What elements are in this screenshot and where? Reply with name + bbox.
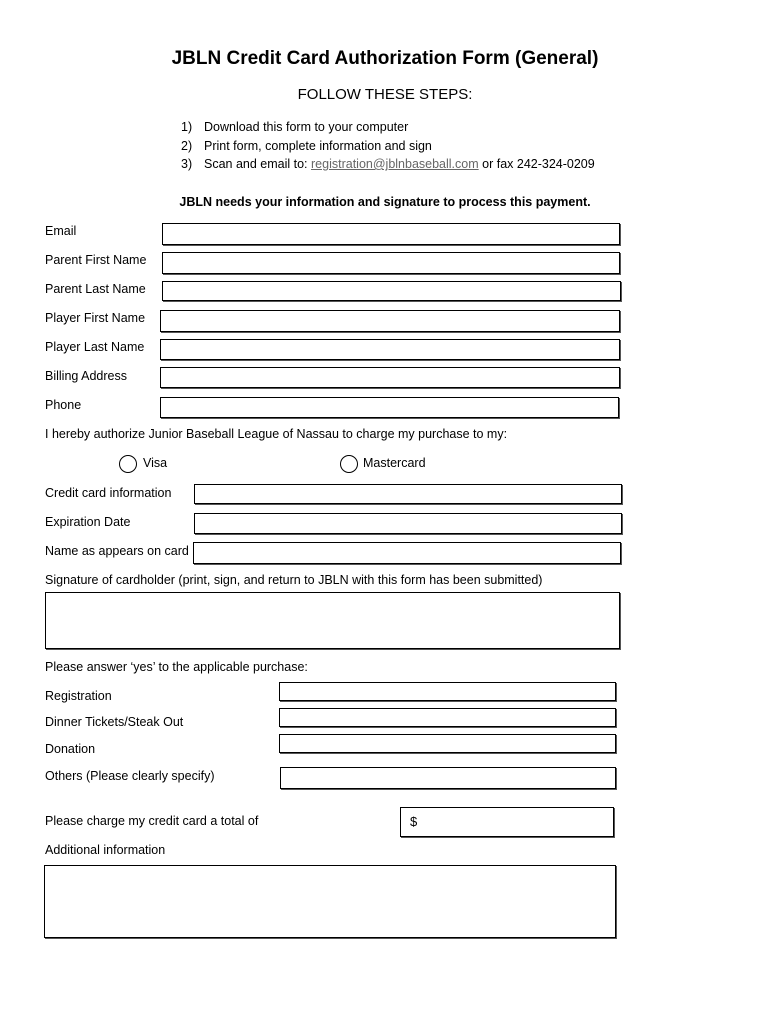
parent-last-name-label: Parent Last Name xyxy=(45,282,146,296)
step-2 xyxy=(181,139,432,153)
step-3 xyxy=(181,157,595,171)
card-info-label: Credit card information xyxy=(45,486,172,500)
total-label: Please charge my credit card a total of xyxy=(45,814,259,828)
billing-address-field[interactable] xyxy=(160,367,620,388)
name-on-card-label: Name as appears on card xyxy=(45,544,189,558)
notice-text: JBLN needs your information and signature to process this payment. xyxy=(179,195,591,209)
registration-label: Registration xyxy=(45,689,112,703)
total-amount-field[interactable] xyxy=(400,807,614,837)
parent-first-name-field[interactable] xyxy=(162,252,620,274)
currency-symbol: $ xyxy=(410,814,418,829)
visa-radio[interactable] xyxy=(119,455,137,473)
player-first-name-label: Player First Name xyxy=(45,311,146,325)
others-field[interactable] xyxy=(280,767,616,789)
mastercard-radio[interactable] xyxy=(340,455,358,473)
steps-heading: FOLLOW THESE STEPS: xyxy=(297,86,473,103)
form-title: JBLN Credit Card Authorization Form (General) xyxy=(171,48,599,69)
step-text: Print form, complete information and sign xyxy=(204,139,432,153)
donation-label: Donation xyxy=(45,742,96,756)
player-last-name-field[interactable] xyxy=(160,339,620,360)
dinner-tickets-label: Dinner Tickets/Steak Out xyxy=(45,715,184,729)
card-info-field[interactable] xyxy=(194,484,622,504)
step-number: 1) xyxy=(181,120,193,134)
step-number: 2) xyxy=(181,139,193,153)
billing-address-label: Billing Address xyxy=(45,369,127,383)
expiration-date-label: Expiration Date xyxy=(45,515,131,529)
name-on-card-field[interactable] xyxy=(193,542,621,564)
authorization-text: I hereby authorize Junior Baseball League of Nassau to charge my purchase to my: xyxy=(45,427,508,441)
email-label: Email xyxy=(45,224,77,238)
parent-last-name-field[interactable] xyxy=(162,281,621,301)
step-text-before: Scan and email to: xyxy=(204,157,312,171)
player-last-name-label: Player Last Name xyxy=(45,340,145,354)
additional-info-box[interactable] xyxy=(44,865,616,938)
email-link[interactable]: registration@jblnbaseball.com xyxy=(311,157,479,171)
step-number: 3) xyxy=(181,157,193,171)
player-first-name-field[interactable] xyxy=(160,310,620,332)
others-label: Others (Please clearly specify) xyxy=(45,769,215,783)
donation-field[interactable] xyxy=(279,734,616,753)
dinner-tickets-field[interactable] xyxy=(279,708,616,727)
expiration-date-field[interactable] xyxy=(194,513,622,534)
step-text-after: or fax 242-324-0209 xyxy=(478,157,595,171)
mastercard-label: Mastercard xyxy=(363,456,426,470)
purchase-prompt: Please answer ‘yes’ to the applicable purchase: xyxy=(45,660,308,674)
signature-label: Signature of cardholder (print, sign, and return to JBLN with this form has been submitted) xyxy=(45,573,543,587)
email-field[interactable] xyxy=(162,223,620,245)
signature-box[interactable] xyxy=(45,592,620,649)
visa-label: Visa xyxy=(143,456,168,470)
step-1 xyxy=(181,120,408,134)
phone-label: Phone xyxy=(45,398,82,412)
parent-first-name-label: Parent First Name xyxy=(45,253,147,267)
step-text: Download this form to your computer xyxy=(204,120,409,134)
additional-info-label: Additional information xyxy=(45,843,166,857)
phone-field[interactable] xyxy=(160,397,619,418)
registration-field[interactable] xyxy=(279,682,616,701)
